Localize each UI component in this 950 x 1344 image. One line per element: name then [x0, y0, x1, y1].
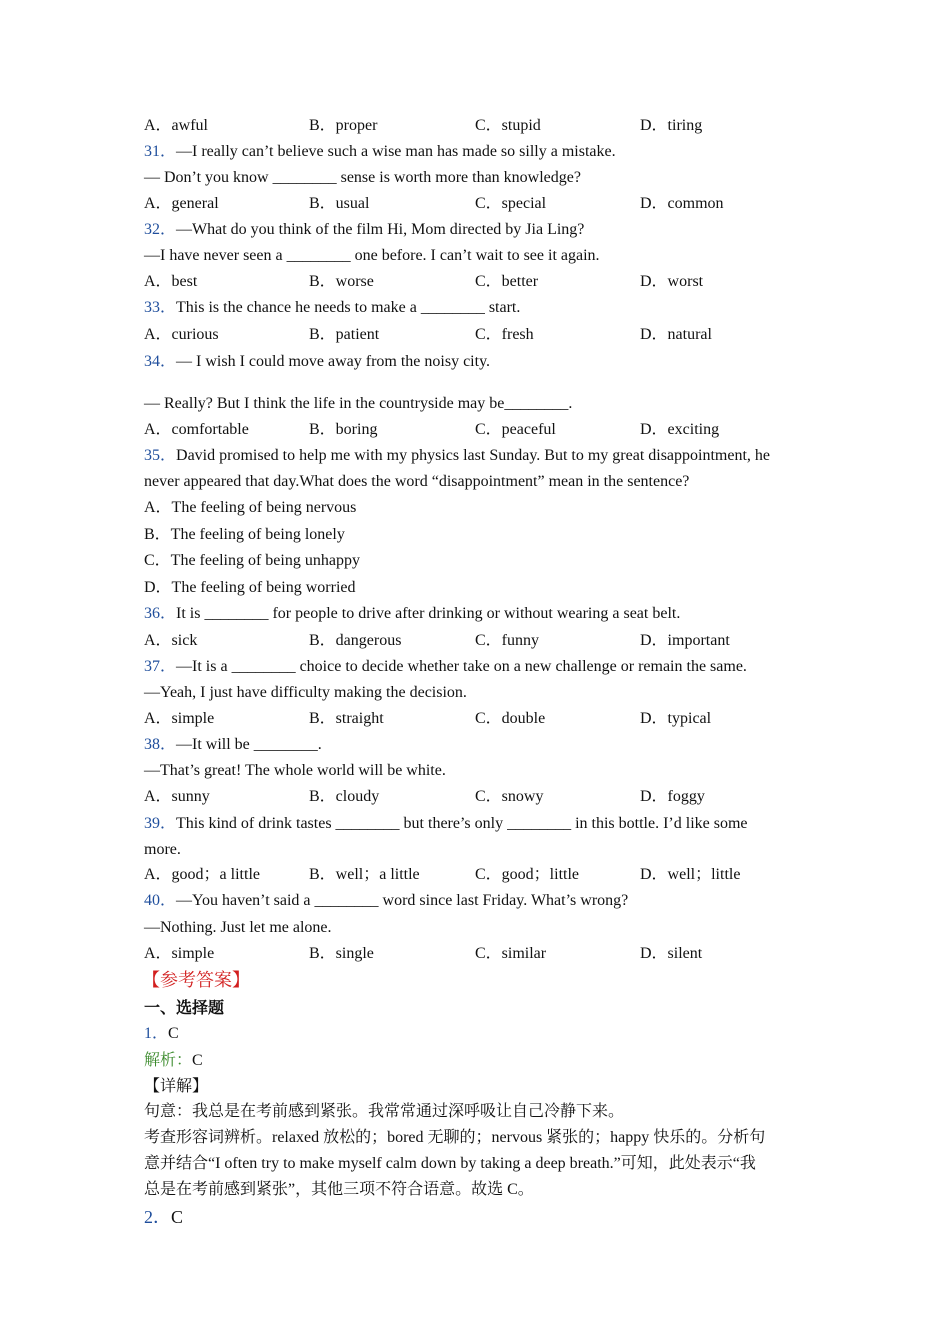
q39-number: 39．	[144, 815, 177, 832]
q32-option-b: B．worse	[309, 273, 374, 290]
q40-option-b: B．single	[309, 945, 374, 962]
q39-option-c: C．good；little	[475, 866, 580, 883]
q30-option-a: A．awful	[144, 117, 208, 134]
answer-1-number: 1．	[144, 1025, 169, 1042]
q39-option-d: D．well；little	[640, 866, 741, 883]
q40-line2: —Nothing. Just let me alone.	[144, 919, 332, 936]
q33-option-d: D．natural	[640, 326, 712, 343]
q35-line2: never appeared that day.What does the word “disappointment” mean in the sentence?	[144, 473, 690, 490]
analysis	[144, 1051, 203, 1071]
q37-line2: —Yeah, I just have difficulty making the decision.	[144, 684, 467, 701]
q32-option-c: C．better	[475, 273, 539, 290]
detail-label: 【详解】	[144, 1078, 209, 1095]
q36-line1: It is ________ for people to drive after drinking or without wearing a seat belt.	[176, 605, 681, 622]
q34-number: 34．	[144, 353, 177, 370]
q39-option-b: B．well；a little	[309, 866, 420, 883]
q31-option-c: C．special	[475, 195, 547, 212]
q34-option-c: C．peaceful	[475, 421, 556, 438]
q38-stem	[144, 735, 322, 755]
q36-stem	[144, 604, 680, 624]
q31-line1: —I really can’t believe such a wise man has made so silly a mistake.	[176, 143, 616, 160]
q31-option-b: B．usual	[309, 195, 370, 212]
q37-option-a: A．simple	[144, 710, 215, 727]
answer-2-value: C	[171, 1207, 184, 1227]
q35-stem	[144, 446, 770, 466]
q38-option-c: C．snowy	[475, 788, 544, 805]
q30-option-b: B．proper	[309, 117, 378, 134]
q39-line2: more.	[144, 841, 181, 858]
q34-option-d: D．exciting	[640, 421, 720, 438]
q33-stem	[144, 298, 520, 318]
q39-stem	[144, 814, 748, 834]
q31-number: 31．	[144, 143, 177, 160]
q34-line2: — Really? But I think the life in the countryside may be________.	[144, 395, 573, 412]
q40-number: 40．	[144, 892, 177, 909]
q39-line1: This kind of drink tastes ________ but there’s only ________ in this bottle. I’d like some	[176, 815, 748, 832]
q38-option-d: D．foggy	[640, 788, 705, 805]
answers-header: 【参考答案】	[142, 970, 250, 990]
q40-line1: —You haven’t said a ________ word since last Friday. What’s wrong?	[176, 892, 629, 909]
q38-number: 38．	[144, 736, 177, 753]
detail-line-3: 意并结合“I often try to make myself calm down by taking a deep breath.”可知，此处表示“我	[144, 1155, 756, 1172]
q35-option-b: B．The feeling of being lonely	[144, 526, 345, 543]
q40-option-a: A．simple	[144, 945, 215, 962]
q37-option-c: C．double	[475, 710, 546, 727]
q38-line2: —That’s great! The whole world will be white.	[144, 762, 446, 779]
q34-line1: — I wish I could move away from the noisy city.	[176, 353, 491, 370]
q37-option-d: D．typical	[640, 710, 712, 727]
q35-line1: David promised to help me with my physics last Sunday. But to my great disappointment, he	[176, 447, 771, 464]
q39-option-a: A．good；a little	[144, 866, 260, 883]
detail-line-1: 句意：我总是在考前感到紧张。我常常通过深呼吸让自己冷静下来。	[144, 1103, 625, 1120]
q35-option-a: A．The feeling of being nervous	[144, 499, 357, 516]
q37-stem	[144, 657, 747, 677]
q32-line1: —What do you think of the film Hi, Mom directed by Jia Ling?	[176, 221, 585, 238]
q33-option-a: A．curious	[144, 326, 219, 343]
q34-stem	[144, 352, 490, 372]
q33-option-b: B．patient	[309, 326, 380, 343]
answer-1-value: C	[168, 1025, 179, 1042]
q35-option-c: C．The feeling of being unhappy	[144, 552, 360, 569]
q36-option-c: C．funny	[475, 632, 540, 649]
q36-number: 36．	[144, 605, 177, 622]
q38-option-a: A．sunny	[144, 788, 210, 805]
analysis-value: C	[192, 1052, 203, 1069]
q30-option-d: D．tiring	[640, 117, 703, 134]
q33-option-c: C．fresh	[475, 326, 534, 343]
detail-line-4: 总是在考前感到紧张”，其他三项不符合语意。故选 C。	[144, 1181, 534, 1198]
q38-line1: —It will be ________.	[176, 736, 322, 753]
q35-number: 35．	[144, 447, 177, 464]
answer-2	[144, 1207, 183, 1227]
q40-option-d: D．silent	[640, 945, 703, 962]
answer-2-number: 2．	[144, 1207, 171, 1227]
q32-number: 32．	[144, 221, 177, 238]
q32-stem	[144, 220, 584, 240]
answers-section-title: 一、选择题	[144, 1000, 225, 1017]
q40-stem	[144, 891, 628, 911]
q40-option-c: C．similar	[475, 945, 547, 962]
q31-line2: — Don’t you know ________ sense is worth more than knowledge?	[144, 169, 581, 186]
detail-line-2: 考查形容词辨析。relaxed 放松的；bored 无聊的；nervous 紧张的；happy 快乐的。分析句	[144, 1129, 766, 1146]
q33-line1: This is the chance he needs to make a ________ start.	[176, 299, 521, 316]
q36-option-d: D．important	[640, 632, 730, 649]
q35-option-d: D．The feeling of being worried	[144, 579, 356, 596]
q37-number: 37．	[144, 658, 177, 675]
q36-option-a: A．sick	[144, 632, 198, 649]
analysis-label: 解析：	[144, 1052, 193, 1069]
q31-stem	[144, 142, 616, 162]
answer-1	[144, 1024, 179, 1044]
q34-option-a: A．comfortable	[144, 421, 249, 438]
q37-option-b: B．straight	[309, 710, 384, 727]
q31-option-d: D．common	[640, 195, 724, 212]
q34-option-b: B．boring	[309, 421, 378, 438]
q30-option-c: C．stupid	[475, 117, 541, 134]
q32-line2: —I have never seen a ________ one before. I can’t wait to see it again.	[144, 247, 600, 264]
q33-number: 33．	[144, 299, 177, 316]
q36-option-b: B．dangerous	[309, 632, 402, 649]
q31-option-a: A．general	[144, 195, 219, 212]
q32-option-d: D．worst	[640, 273, 704, 290]
q38-option-b: B．cloudy	[309, 788, 380, 805]
q37-line1: —It is a ________ choice to decide whether take on a new challenge or remain the same.	[176, 658, 747, 675]
q32-option-a: A．best	[144, 273, 198, 290]
